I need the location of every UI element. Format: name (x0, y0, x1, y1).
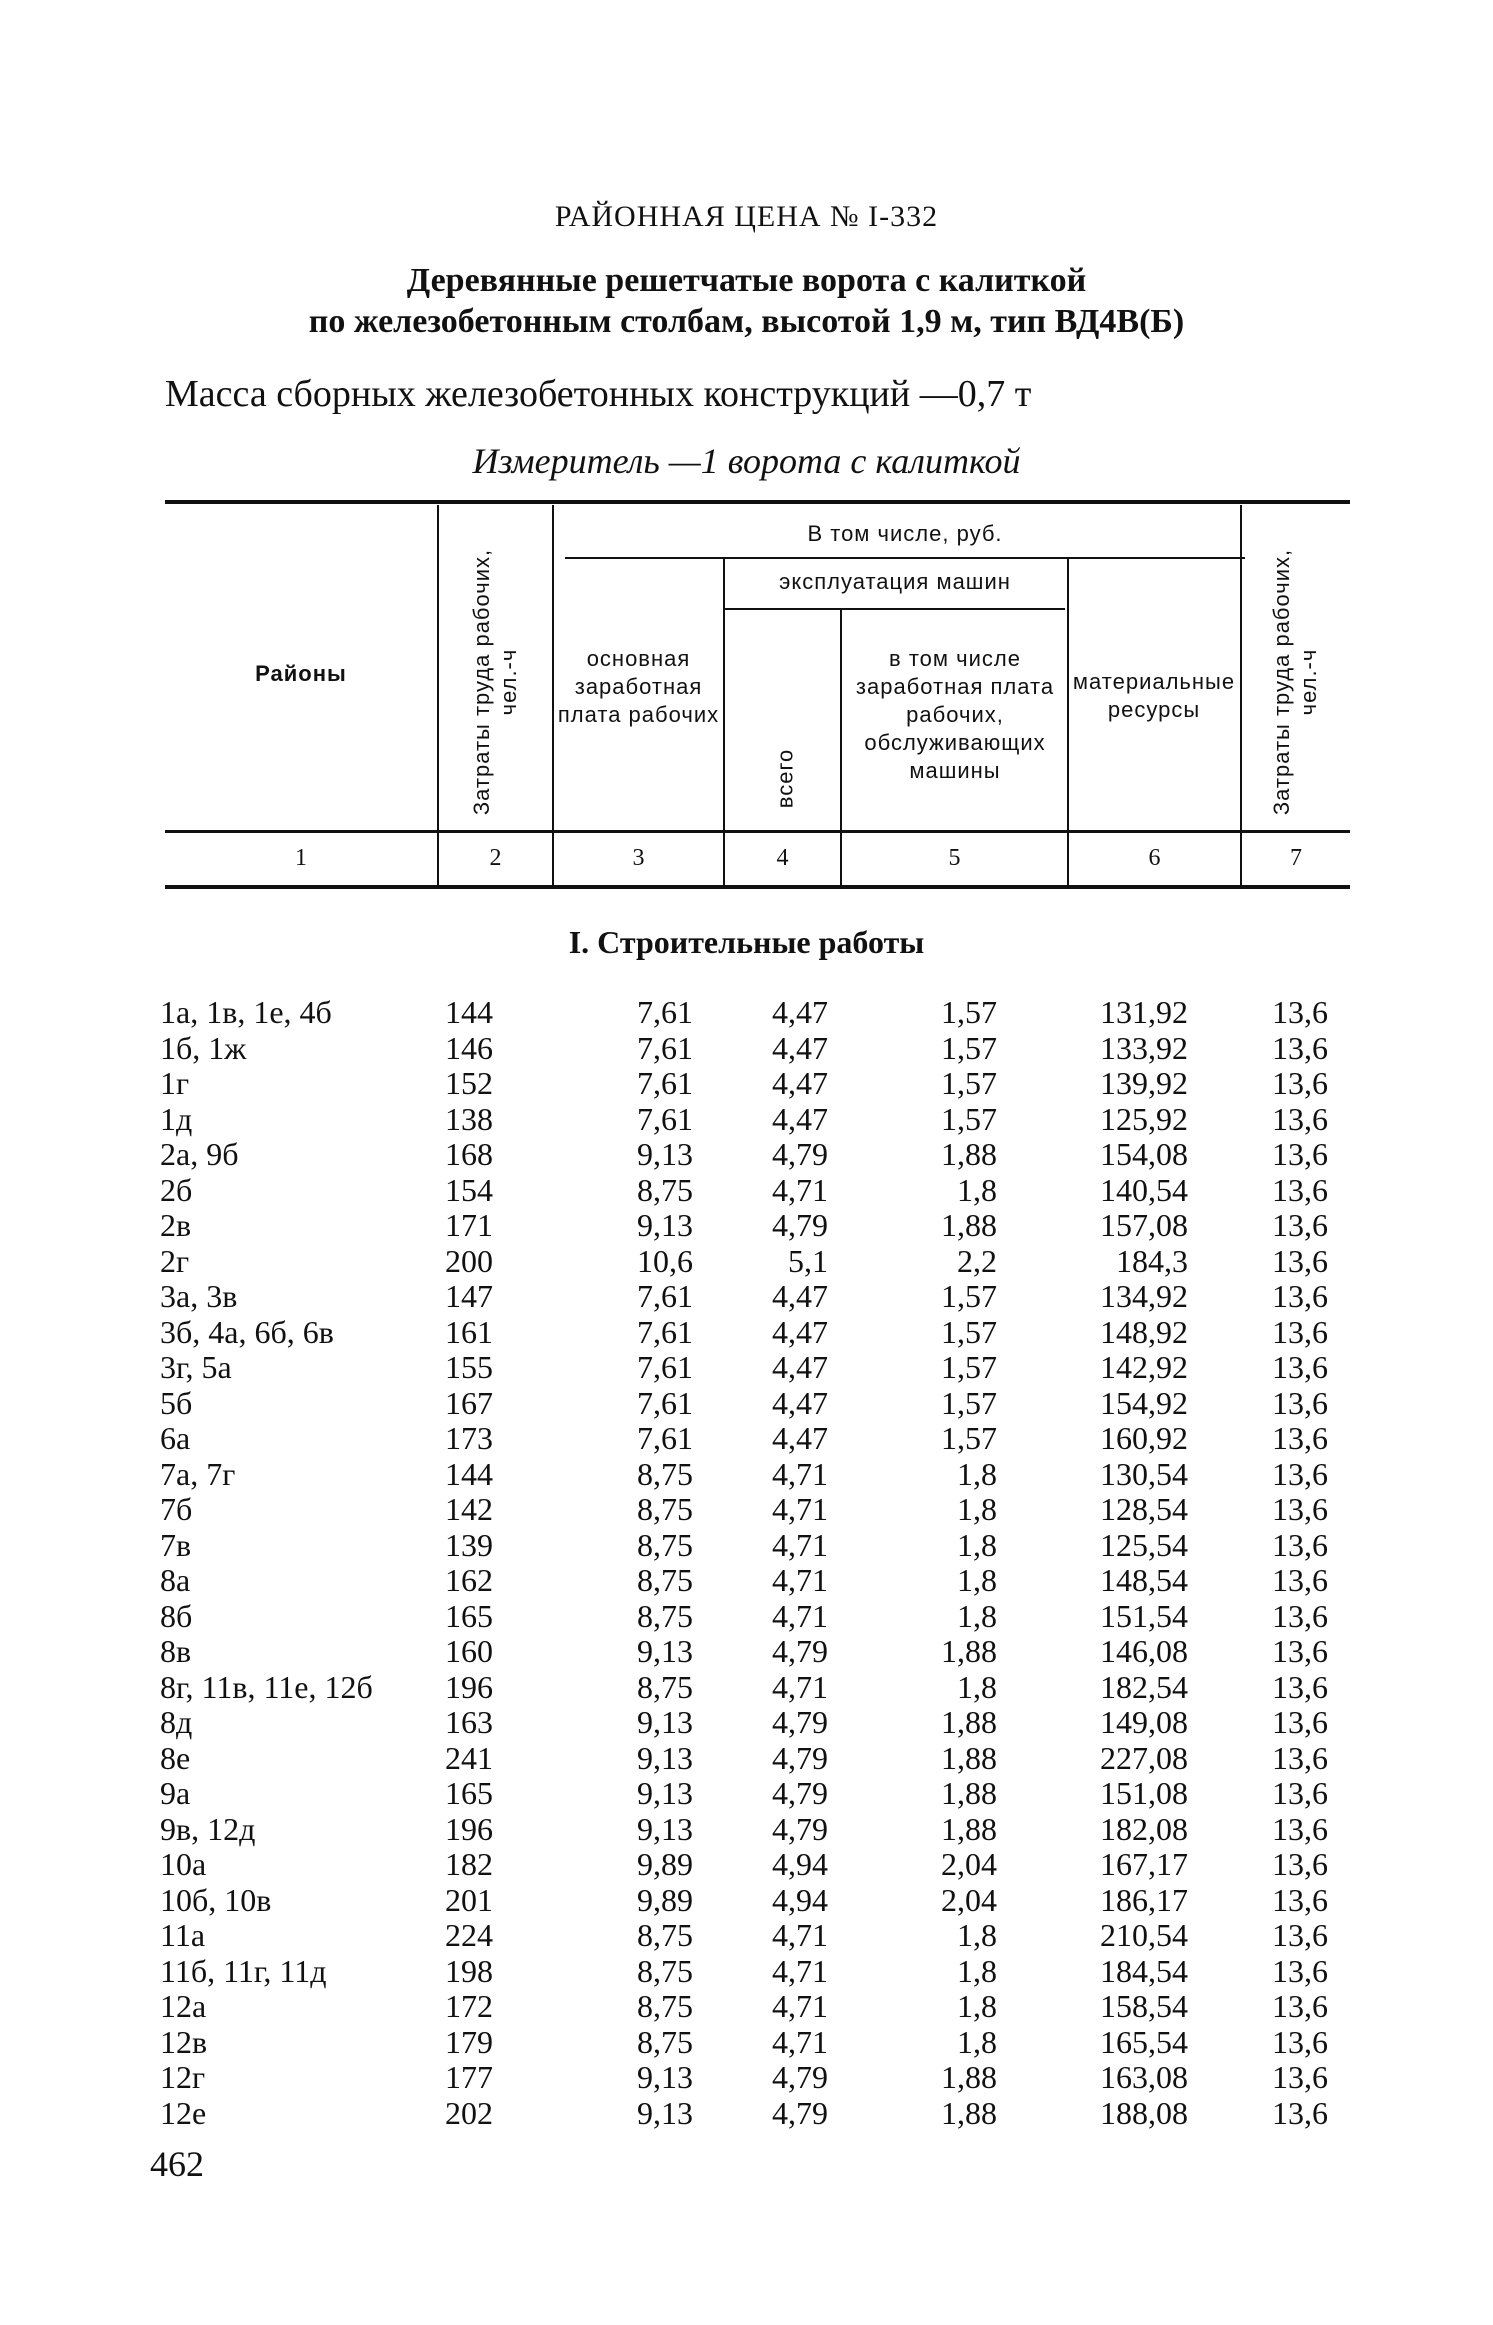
section-title: I. Строительные работы (568, 924, 925, 960)
cell-base-wage: 8,75 (637, 2023, 693, 2060)
cell-material-resources: 142,92 (1100, 1349, 1188, 1385)
cell-machines-total: 4,71 (772, 1491, 828, 1527)
cell-base-wage: 7,61 (637, 1029, 693, 1066)
header-group-rub: В том числе, руб. (807, 521, 1003, 546)
cell-machine-operator-wage: 1,88 (941, 1810, 997, 1847)
column-numbers-rule (165, 885, 1350, 889)
cell-labor-costs: 147 (445, 1278, 493, 1314)
cell-labor-costs: 167 (445, 1384, 493, 1421)
table-row (0, 1244, 1493, 1280)
cell-labor-costs-2: 13,6 (1272, 1455, 1328, 1492)
table-row (0, 1776, 1493, 1812)
cell-material-resources: 157,08 (1100, 1207, 1188, 1243)
cell-material-resources: 140,54 (1100, 1171, 1188, 1208)
cell-districts: 8д (160, 1704, 193, 1740)
cell-machine-operator-wage: 1,8 (957, 1917, 997, 1953)
cell-machines-total: 4,47 (772, 1420, 828, 1456)
cell-material-resources: 182,54 (1100, 1668, 1188, 1705)
cell-material-resources: 130,54 (1100, 1455, 1188, 1492)
cell-labor-costs-2: 13,6 (1272, 1491, 1328, 1527)
cell-labor-costs-2: 13,6 (1272, 1917, 1328, 1953)
mass-note: Масса сборных железобетонных конструкций —0,7 т (165, 373, 1032, 415)
cell-machines-total: 4,47 (772, 1029, 828, 1066)
cell-machine-operator-wage: 1,57 (941, 1384, 997, 1421)
cell-machine-operator-wage: 1,8 (957, 1952, 997, 1989)
cell-labor-costs-2: 13,6 (1272, 994, 1328, 1030)
cell-base-wage: 8,75 (637, 1988, 693, 2024)
cell-labor-costs: 144 (445, 1455, 493, 1492)
col-divider-3 (723, 559, 725, 885)
cell-machine-operator-wage: 1,8 (957, 1455, 997, 1492)
cell-labor-costs-2: 13,6 (1272, 1988, 1328, 2024)
table-row (0, 1954, 1493, 1990)
col-divider-2 (552, 505, 554, 885)
table-row (0, 1279, 1493, 1315)
cell-districts: 9в, 12д (160, 1810, 256, 1847)
cell-labor-costs-2: 13,6 (1272, 1136, 1328, 1172)
cell-base-wage: 8,75 (637, 1668, 693, 1705)
measure-unit: Измеритель —1 ворота с калиткой (472, 441, 1021, 481)
cell-labor-costs-2: 13,6 (1272, 1810, 1328, 1847)
cell-material-resources: 131,92 (1100, 994, 1188, 1030)
cell-districts: 1а, 1в, 1е, 4б (160, 994, 332, 1030)
cell-material-resources: 133,92 (1100, 1029, 1188, 1066)
cell-machine-operator-wage: 1,88 (941, 1136, 997, 1172)
cell-districts: 11а (160, 1917, 206, 1953)
cell-labor-costs-2: 13,6 (1272, 1597, 1328, 1634)
cell-labor-costs: 168 (445, 1136, 493, 1172)
cell-material-resources: 163,08 (1100, 2059, 1188, 2095)
table-row (0, 1883, 1493, 1919)
cell-material-resources: 154,08 (1100, 1136, 1188, 1172)
cell-material-resources: 158,54 (1100, 1988, 1188, 2024)
cell-material-resources: 186,17 (1100, 1881, 1188, 1918)
cell-material-resources: 151,54 (1100, 1597, 1188, 1634)
cell-districts: 10б, 10в (160, 1881, 272, 1918)
cell-districts: 9а (160, 1775, 191, 1811)
cell-labor-costs: 152 (445, 1065, 493, 1101)
table-row (0, 1563, 1493, 1599)
cell-districts: 7в (160, 1526, 192, 1563)
cell-machines-total: 4,79 (772, 1739, 828, 1776)
cell-districts: 12е (160, 2094, 207, 2131)
cell-labor-costs: 179 (445, 2023, 493, 2060)
cell-districts: 7а, 7г (160, 1455, 236, 1492)
cell-labor-costs-2: 13,6 (1272, 2059, 1328, 2095)
cell-base-wage: 9,13 (637, 2059, 693, 2095)
cell-labor-costs-2: 13,6 (1272, 1207, 1328, 1243)
table-row (0, 1599, 1493, 1635)
cell-labor-costs: 142 (445, 1491, 493, 1527)
cell-labor-costs-2: 13,6 (1272, 1775, 1328, 1811)
cell-machines-total: 4,79 (772, 2059, 828, 2095)
column-number-3: 3 (632, 845, 645, 871)
cell-labor-costs-2: 13,6 (1272, 1633, 1328, 1669)
cell-base-wage: 7,61 (637, 1384, 693, 1421)
cell-base-wage: 9,89 (637, 1846, 693, 1882)
header-machines-total: всего (772, 748, 798, 809)
cell-districts: 8в (160, 1633, 192, 1669)
cell-labor-costs: 163 (445, 1704, 493, 1740)
cell-machines-total: 4,71 (772, 1668, 828, 1705)
cell-base-wage: 8,75 (637, 1455, 693, 1492)
cell-labor-costs-2: 13,6 (1272, 1313, 1328, 1350)
cell-material-resources: 151,08 (1100, 1775, 1188, 1811)
cell-machine-operator-wage: 1,8 (957, 1171, 997, 1208)
table-row (0, 1918, 1493, 1954)
cell-labor-costs-2: 13,6 (1272, 2094, 1328, 2131)
cell-machine-operator-wage: 1,88 (941, 1775, 997, 1811)
document-title-line-2: по железобетонным столбам, высотой 1,9 м, тип ВД4В(Б) (308, 303, 1185, 340)
cell-labor-costs: 172 (445, 1988, 493, 2024)
cell-labor-costs: 182 (445, 1846, 493, 1882)
cell-machines-total: 4,47 (772, 1100, 828, 1137)
cell-material-resources: 210,54 (1100, 1917, 1188, 1953)
cell-base-wage: 9,89 (637, 1881, 693, 1918)
cell-districts: 6а (160, 1420, 191, 1456)
cell-machines-total: 4,47 (772, 1313, 828, 1350)
cell-districts: 7б (160, 1491, 193, 1527)
cell-districts: 2б (160, 1171, 193, 1208)
table-row (0, 1492, 1493, 1528)
cell-machine-operator-wage: 1,88 (941, 1704, 997, 1740)
table-row (0, 1847, 1493, 1883)
cell-labor-costs-2: 13,6 (1272, 1278, 1328, 1314)
cell-districts: 5б (160, 1384, 193, 1421)
cell-districts: 8б (160, 1597, 193, 1634)
cell-base-wage: 8,75 (637, 1917, 693, 1953)
cell-material-resources: 134,92 (1100, 1278, 1188, 1314)
col-divider-5 (1067, 559, 1069, 885)
cell-districts: 12г (160, 2059, 206, 2095)
cell-base-wage: 9,13 (637, 2094, 693, 2131)
cell-machine-operator-wage: 1,57 (941, 1065, 997, 1101)
cell-machine-operator-wage: 1,57 (941, 1029, 997, 1066)
group-rub-rule (565, 557, 1245, 559)
cell-labor-costs-2: 13,6 (1272, 1526, 1328, 1563)
cell-districts: 3а, 3в (160, 1278, 238, 1314)
cell-labor-costs: 160 (445, 1633, 493, 1669)
cell-labor-costs: 196 (445, 1810, 493, 1847)
cell-base-wage: 10,6 (637, 1242, 693, 1279)
cell-labor-costs: 146 (445, 1029, 493, 1066)
cell-machine-operator-wage: 1,8 (957, 1988, 997, 2024)
cell-labor-costs: 165 (445, 1775, 493, 1811)
header-group-machines: эксплуатация машин (779, 569, 1011, 594)
page-number: 462 (150, 2144, 204, 2184)
cell-labor-costs: 196 (445, 1668, 493, 1705)
cell-material-resources: 148,54 (1100, 1562, 1188, 1598)
cell-machines-total: 4,79 (772, 1136, 828, 1172)
cell-machines-total: 4,47 (772, 1278, 828, 1314)
cell-base-wage: 7,61 (637, 1313, 693, 1350)
cell-labor-costs-2: 13,6 (1272, 1704, 1328, 1740)
cell-labor-costs: 171 (445, 1207, 493, 1243)
cell-machine-operator-wage: 1,57 (941, 1278, 997, 1314)
cell-base-wage: 9,13 (637, 1207, 693, 1243)
cell-machines-total: 4,79 (772, 1775, 828, 1811)
cell-labor-costs: 138 (445, 1100, 493, 1137)
cell-machines-total: 4,79 (772, 1207, 828, 1243)
cell-base-wage: 9,13 (637, 1704, 693, 1740)
table-row (0, 2060, 1493, 2096)
cell-machines-total: 4,79 (772, 1810, 828, 1847)
cell-labor-costs: 161 (445, 1313, 493, 1350)
cell-labor-costs-2: 13,6 (1272, 1029, 1328, 1066)
table-row (0, 1457, 1493, 1493)
cell-base-wage: 8,75 (637, 1491, 693, 1527)
cell-base-wage: 8,75 (637, 1171, 693, 1208)
cell-machine-operator-wage: 1,88 (941, 1207, 997, 1243)
table-row (0, 1812, 1493, 1848)
cell-labor-costs: 224 (445, 1917, 493, 1953)
cell-districts: 10а (160, 1846, 207, 1882)
cell-machine-operator-wage: 1,8 (957, 1562, 997, 1598)
cell-machines-total: 4,94 (772, 1881, 828, 1918)
column-number-6: 6 (1148, 845, 1161, 871)
table-row (0, 1705, 1493, 1741)
cell-material-resources: 165,54 (1100, 2023, 1188, 2060)
cell-machines-total: 4,71 (772, 1597, 828, 1634)
table-row (0, 2025, 1493, 2061)
cell-material-resources: 182,08 (1100, 1810, 1188, 1847)
table-row (0, 1386, 1493, 1422)
cell-labor-costs: 241 (445, 1739, 493, 1776)
cell-machines-total: 5,1 (788, 1242, 828, 1279)
header-machine-operator-wage: в том числе заработная плата рабочих, обслуживающих машины (855, 646, 1055, 783)
cell-machine-operator-wage: 1,57 (941, 1100, 997, 1137)
cell-base-wage: 9,13 (637, 1810, 693, 1847)
cell-machines-total: 4,71 (772, 1455, 828, 1492)
cell-labor-costs-2: 13,6 (1272, 1881, 1328, 1918)
cell-base-wage: 7,61 (637, 1065, 693, 1101)
cell-material-resources: 148,92 (1100, 1313, 1188, 1350)
cell-labor-costs-2: 13,6 (1272, 1242, 1328, 1279)
table-row (0, 1741, 1493, 1777)
cell-material-resources: 188,08 (1100, 2094, 1188, 2131)
cell-base-wage: 9,13 (637, 1775, 693, 1811)
header-bottom-rule (165, 830, 1350, 833)
table-top-rule (165, 500, 1350, 504)
table-row (0, 1066, 1493, 1102)
table-row (0, 1208, 1493, 1244)
price-number-title: РАЙОННАЯ ЦЕНА № I-332 (554, 200, 939, 233)
cell-material-resources: 139,92 (1100, 1065, 1188, 1101)
cell-districts: 11б, 11г, 11д (160, 1952, 327, 1989)
cell-machine-operator-wage: 1,88 (941, 1633, 997, 1669)
column-number-7: 7 (1290, 845, 1302, 871)
cell-machines-total: 4,94 (772, 1846, 828, 1882)
cell-machine-operator-wage: 2,2 (957, 1242, 997, 1279)
cell-material-resources: 125,54 (1100, 1526, 1188, 1563)
header-labor-costs-2: Затраты труда рабочих, чел.-ч (1269, 548, 1321, 816)
cell-labor-costs: 154 (445, 1171, 493, 1208)
header-districts: Районы (255, 661, 347, 686)
cell-base-wage: 7,61 (637, 994, 693, 1030)
cell-districts: 8г, 11в, 11е, 12б (160, 1668, 373, 1705)
cell-machine-operator-wage: 2,04 (941, 1846, 997, 1882)
cell-material-resources: 149,08 (1100, 1704, 1188, 1740)
header-material-resources: материальные ресурсы (1072, 669, 1236, 722)
cell-machines-total: 4,47 (772, 1065, 828, 1101)
cell-material-resources: 227,08 (1100, 1739, 1188, 1776)
cell-machine-operator-wage: 1,57 (941, 1313, 997, 1350)
column-number-1: 1 (295, 845, 307, 871)
price-table-body (0, 995, 1493, 2131)
cell-machine-operator-wage: 1,88 (941, 1739, 997, 1776)
cell-base-wage: 9,13 (637, 1136, 693, 1172)
cell-machine-operator-wage: 1,57 (941, 1349, 997, 1385)
cell-machines-total: 4,71 (772, 2023, 828, 2060)
cell-material-resources: 128,54 (1100, 1491, 1188, 1527)
cell-labor-costs: 162 (445, 1562, 493, 1598)
table-row (0, 1350, 1493, 1386)
cell-districts: 2г (160, 1242, 190, 1279)
cell-machines-total: 4,47 (772, 994, 828, 1030)
cell-labor-costs-2: 13,6 (1272, 1171, 1328, 1208)
table-row (0, 1670, 1493, 1706)
cell-districts: 2а, 9б (160, 1136, 239, 1172)
table-row (0, 1528, 1493, 1564)
cell-districts: 8е (160, 1739, 191, 1776)
cell-base-wage: 8,75 (637, 1952, 693, 1989)
cell-labor-costs: 198 (445, 1952, 493, 1989)
cell-material-resources: 154,92 (1100, 1384, 1188, 1421)
cell-labor-costs-2: 13,6 (1272, 2023, 1328, 2060)
col-divider-6 (1240, 505, 1242, 885)
col-divider-1 (437, 505, 439, 885)
cell-machine-operator-wage: 1,8 (957, 1668, 997, 1705)
table-row (0, 1989, 1493, 2025)
cell-material-resources: 125,92 (1100, 1100, 1188, 1137)
cell-base-wage: 9,13 (637, 1739, 693, 1776)
cell-machines-total: 4,71 (772, 1988, 828, 2024)
cell-labor-costs: 165 (445, 1597, 493, 1634)
cell-base-wage: 8,75 (637, 1597, 693, 1634)
cell-machines-total: 4,71 (772, 1171, 828, 1208)
table-row (0, 995, 1493, 1031)
cell-base-wage: 7,61 (637, 1420, 693, 1456)
cell-machines-total: 4,71 (772, 1917, 828, 1953)
cell-machines-total: 4,47 (772, 1384, 828, 1421)
column-number-5: 5 (948, 845, 961, 871)
cell-machine-operator-wage: 2,04 (941, 1881, 997, 1918)
cell-districts: 8а (160, 1562, 191, 1598)
cell-machine-operator-wage: 1,88 (941, 2094, 997, 2131)
cell-districts: 3б, 4а, 6б, 6в (160, 1313, 334, 1350)
cell-base-wage: 7,61 (637, 1349, 693, 1385)
table-row (0, 1315, 1493, 1351)
cell-machine-operator-wage: 1,88 (941, 2059, 997, 2095)
table-row (0, 1137, 1493, 1173)
column-number-2: 2 (489, 845, 502, 871)
table-row (0, 2096, 1493, 2132)
cell-labor-costs-2: 13,6 (1272, 1562, 1328, 1598)
table-row (0, 1173, 1493, 1209)
cell-districts: 12в (160, 2023, 208, 2060)
cell-labor-costs: 173 (445, 1420, 493, 1456)
cell-labor-costs: 144 (445, 994, 493, 1030)
cell-material-resources: 184,54 (1100, 1952, 1188, 1989)
group-machines-rule (725, 608, 1065, 610)
cell-labor-costs-2: 13,6 (1272, 1420, 1328, 1456)
table-row (0, 1421, 1493, 1457)
cell-machine-operator-wage: 1,57 (941, 994, 997, 1030)
cell-machines-total: 4,79 (772, 2094, 828, 2131)
cell-districts: 1г (160, 1065, 190, 1101)
cell-base-wage: 9,13 (637, 1633, 693, 1669)
header-labor-costs: Затраты труда рабочих, чел.-ч (469, 548, 521, 816)
cell-districts: 2в (160, 1207, 192, 1243)
cell-base-wage: 7,61 (637, 1100, 693, 1137)
cell-labor-costs-2: 13,6 (1272, 1668, 1328, 1705)
cell-labor-costs: 155 (445, 1349, 493, 1385)
table-row (0, 1031, 1493, 1067)
cell-districts: 3г, 5а (160, 1349, 232, 1385)
cell-machine-operator-wage: 1,8 (957, 1526, 997, 1563)
cell-labor-costs-2: 13,6 (1272, 1065, 1328, 1101)
column-number-4: 4 (776, 845, 789, 871)
cell-labor-costs: 200 (445, 1242, 493, 1279)
cell-material-resources: 184,3 (1116, 1242, 1188, 1279)
cell-machines-total: 4,71 (772, 1526, 828, 1563)
cell-machine-operator-wage: 1,8 (957, 2023, 997, 2060)
cell-labor-costs-2: 13,6 (1272, 1952, 1328, 1989)
cell-labor-costs-2: 13,6 (1272, 1846, 1328, 1882)
cell-base-wage: 8,75 (637, 1526, 693, 1563)
cell-machine-operator-wage: 1,8 (957, 1491, 997, 1527)
cell-machine-operator-wage: 1,8 (957, 1597, 997, 1634)
cell-machines-total: 4,71 (772, 1952, 828, 1989)
cell-machines-total: 4,79 (772, 1633, 828, 1669)
header-base-wage: основная заработная плата рабочих (557, 646, 720, 727)
table-row (0, 1102, 1493, 1138)
document-title-line-1: Деревянные решетчатые ворота с калиткой (406, 262, 1087, 299)
cell-districts: 1б, 1ж (160, 1029, 247, 1066)
cell-material-resources: 160,92 (1100, 1420, 1188, 1456)
table-row (0, 1634, 1493, 1670)
cell-machines-total: 4,71 (772, 1562, 828, 1598)
cell-machines-total: 4,79 (772, 1704, 828, 1740)
cell-labor-costs-2: 13,6 (1272, 1349, 1328, 1385)
cell-material-resources: 146,08 (1100, 1633, 1188, 1669)
cell-labor-costs-2: 13,6 (1272, 1100, 1328, 1137)
cell-base-wage: 8,75 (637, 1562, 693, 1598)
cell-machines-total: 4,47 (772, 1349, 828, 1385)
cell-labor-costs: 177 (445, 2059, 493, 2095)
cell-labor-costs: 139 (445, 1526, 493, 1563)
cell-labor-costs: 201 (445, 1881, 493, 1918)
cell-districts: 12а (160, 1988, 207, 2024)
cell-districts: 1д (160, 1100, 193, 1137)
cell-base-wage: 7,61 (637, 1278, 693, 1314)
col-divider-4 (840, 610, 842, 885)
cell-labor-costs-2: 13,6 (1272, 1739, 1328, 1776)
cell-labor-costs: 202 (445, 2094, 493, 2131)
cell-material-resources: 167,17 (1100, 1846, 1188, 1882)
cell-labor-costs-2: 13,6 (1272, 1384, 1328, 1421)
cell-machine-operator-wage: 1,57 (941, 1420, 997, 1456)
